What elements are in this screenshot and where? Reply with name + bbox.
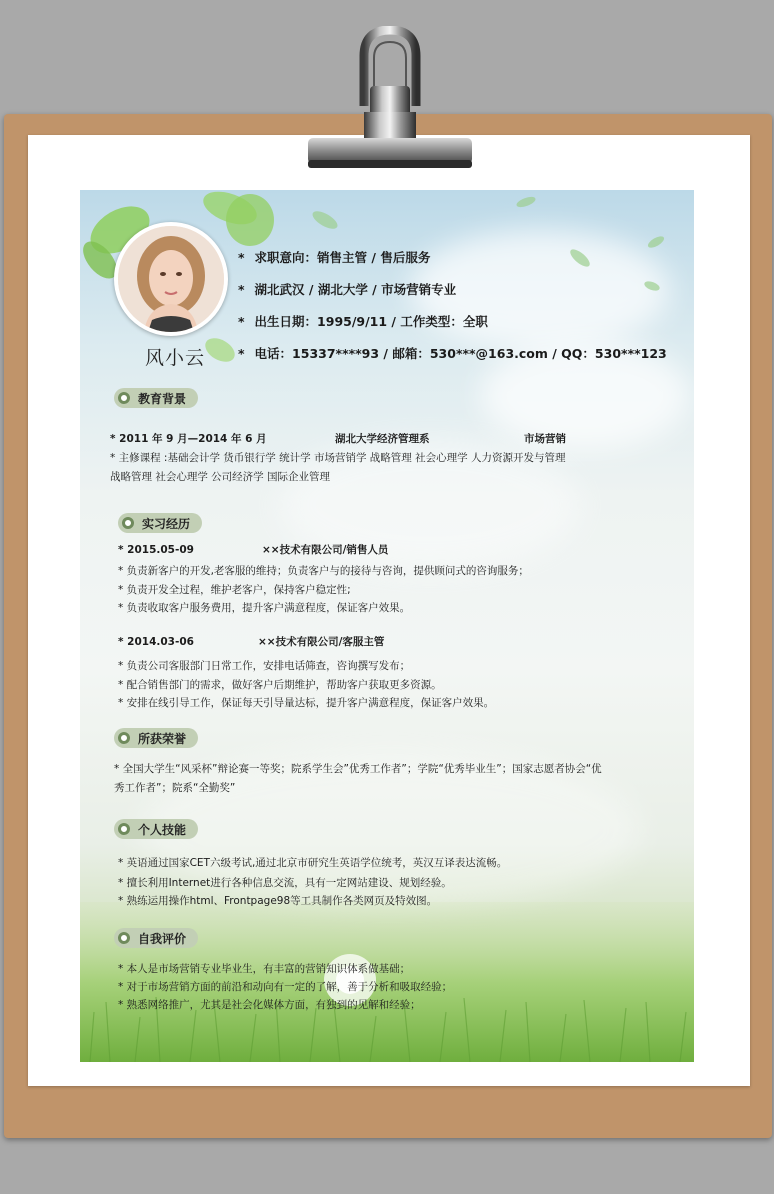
section-education: 教育背景 [114,388,198,408]
honors-line-1: * 全国大学生“风采杯”辩论赛一等奖；院系学生会”优秀工作者”；学院“优秀毕业生”；国家志愿者协会“优 [114,763,602,775]
job-2-date: * 2014.03-06 [118,636,194,648]
skill-item: * 熟练运用操作html、Frontpage98等工具制作各类网页及特效图。 [118,895,438,907]
section-internship: 实习经历 [118,513,202,533]
bullet-dot-icon [118,932,130,944]
section-self-evaluation: 自我评价 [114,928,198,948]
bullet-dot-icon [122,517,134,529]
job-intention-line: * 求职意向：销售主管 / 售后服务 [238,250,431,265]
self-eval-item: * 本人是市场营销专业毕业生，有丰富的营销知识体系做基础； [118,963,411,975]
education-period: * 2011 年 9 月—2014 年 6 月 [110,433,267,445]
candidate-name: 风小云 [144,347,205,369]
job-1-duty: * 负责收取客户服务费用，提升客户满意程度，保证客户效果。 [118,602,411,614]
education-courses-2: 战略管理 社会心理学 公司经济学 国际企业管理 [110,471,331,483]
bullet-dot-icon [118,392,130,404]
job-2-duty: * 安排在线引导工作，保证每天引导量达标，提升客户满意程度，保证客户效果。 [118,697,495,709]
honors-line-2: 秀工作者”；院系“全勤奖” [114,782,236,794]
portrait-icon [118,226,224,332]
job-2-company: ××技术有限公司/客服主管 [258,636,385,648]
location-school-line: * 湖北武汉 / 湖北大学 / 市场营销专业 [238,282,457,297]
job-2-duty: * 负责公司客服部门日常工作，安排电话筛查，咨询撰写发布； [118,660,411,672]
education-courses-1: * 主修课程 :基础会计学 货币银行学 统计学 市场营销学 战略管理 社会心理学 人力资源开发与管理 [110,452,566,464]
binder-clip-icon [306,26,474,176]
job-1-duty: * 负责新客户的开发,老客服的维持；负责客户与的接待与咨询，提供顾问式的咨询服务； [118,565,529,577]
self-eval-item: * 熟悉网络推广，尤其是社会化媒体方面，有独到的见解和经验； [118,999,421,1011]
job-1-duty: * 负责开发全过程，维护老客户，保持客户稳定性; [118,584,351,596]
skill-item: * 英语通过国家CET六级考试,通过北京市研究生英语学位统考，英汉互译表达流畅。 [118,857,508,869]
bullet-dot-icon [118,732,130,744]
contact-line: * 电话：15337****93 / 邮箱：530***@163.com / QQ：530***123 [238,346,667,361]
job-1-date: * 2015.05-09 [118,544,194,556]
section-honors: 所获荣誉 [114,728,198,748]
header-info [238,248,667,376]
resume-sheet [80,190,694,1062]
education-school: 湖北大学经济管理系 [335,433,430,445]
job-1-company: ××技术有限公司/销售人员 [262,544,389,556]
avatar [114,222,228,336]
education-major: 市场营销 [524,433,566,445]
bullet-dot-icon [118,823,130,835]
section-skills: 个人技能 [114,819,198,839]
self-eval-item: * 对于市场营销方面的前沿和动向有一定的了解，善于分析和吸取经验； [118,981,453,993]
skill-item: * 擅长利用Internet进行各种信息交流，具有一定网站建设、规划经验。 [118,877,452,889]
birth-worktype-line: * 出生日期：1995/9/11 / 工作类型：全职 [238,314,488,329]
job-2-duty: * 配合销售部门的需求，做好客户后期维护，帮助客户获取更多资源。 [118,679,442,691]
